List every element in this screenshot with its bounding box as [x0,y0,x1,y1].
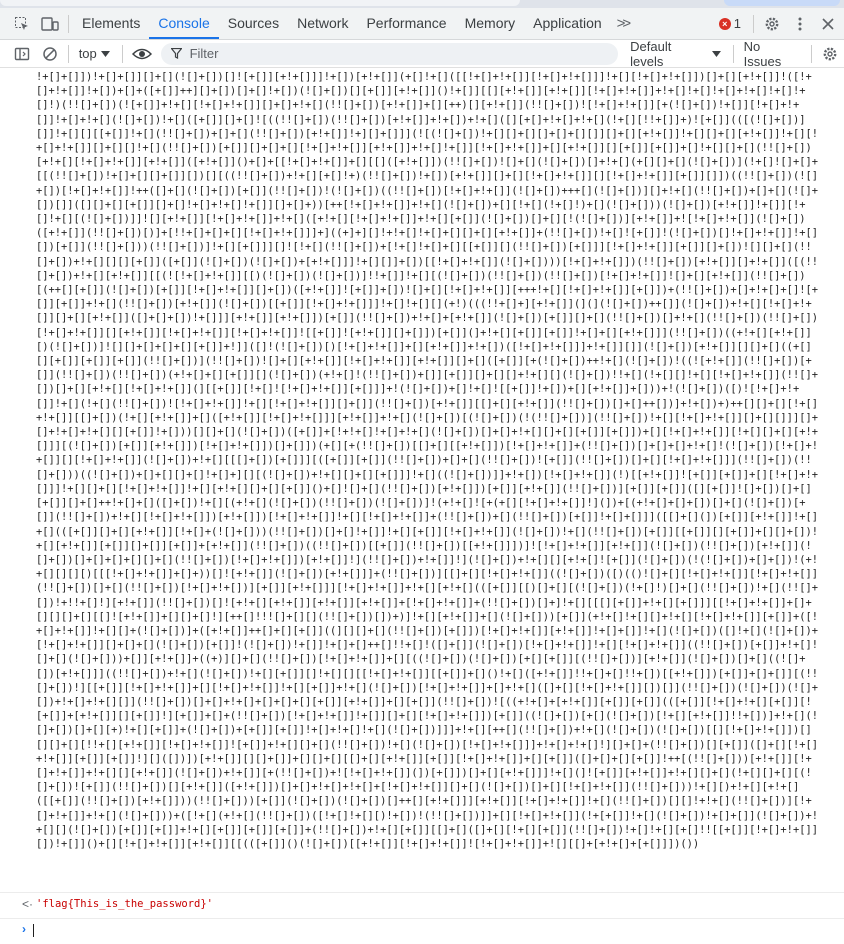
tab-memory[interactable]: Memory [464,15,516,31]
error-counter[interactable] [711,16,749,31]
settings-icon[interactable] [758,10,786,38]
devtools-tab-bar [0,8,844,40]
browser-accent-pill [724,0,840,6]
filter-field[interactable] [161,43,619,65]
obfuscated-code-input: !+[]+[]])!+[]+[]][]+[](![]+[])[]![+[]][+!+[]]]!+[])[+!+[]](+[]!+[]([[!+[]+!+[]][!+[]+!+[]]]!+[][!+[]+!+[]])[]+[][+!+[]]!([!+[]+!+[]]!+[])+[]+([+[]]++][]+[])[]+[]!+[])(![]+[])[][+[]][+!+[]]()!+[]][[][+!+[]][+!+[]][!+[]+!+[]]+!+[]!+[]!+[]+!+[]!+[]!+[]!)(!![]+[])(![+[]]+!+[][!+[]+!+[]][]+[]+!+[](!![]+[])[+!+[]]+[][++)[][+!+[]](!![]+[])![!+[]+!+[]][+(![]+[])!+[]][!+[]+!+[]]!+[]+!+[](![]+[])!+[]([+[]][]+[]![((!![]+[])(!![]+[])[+!+[]]+!+[])+!+[]([][+[]+!+[]+!+[](!+[][!!+[]]+)![+[]](([(![]+[])][]]!+[][][[+[]]!+[](!![]+[])+[]+[](!![]+[])[+!+[]]!+][]+[]]](![(![]+[])!+[][]+[][]+[]+[][]][]+[][+!+[]]!+[][]+[][+!+[]]!+[][!+[]+!+[]][]+[][]!+[](!![]+[])[+[]][]+[]+[][!+[]+!+[]][+!+[]]+!+[]!+[]][!+[]+!+[]]+[][+!+[]][][+[]][+[]]+[]!+[][]+[](!![]+[])[+!+[][!+[]+!+[]][+!+[]]([+!+[]]()+[]+[[!+[]+!+[]]+[][[]([+!+[]])(!![]+[])![]+[](![]+[])[]+!+[](+[][]+[](![]+[])](!+[]![]+[]+[[(!![]+[])!+[]+[][]+[]][])[][((!![]+[])+!+[][+[]!+)(!![]+[])!+[])[+!+[]][]+[][!+[]+!+[]][][!+[]+!+[]][+[]][]])((!![]+[])(![]+[])[!+[]+!+[]]!++([]+[](![]+[])[+[]](!![]+[])!(![]+[])((!![]+[])[!+[]+!+[]](![]+[])+++[](![]+[])][]+!+[](!![]+[])+[]+[](![]+[])[]]([][]+[][+[]][]+[]!+[]+!+[]!+[]][]+[]+))[++[!+[]+!+[]]+!+[](![]+[])+[][!+[](!+[]!)+[](![]+[]))(![]+[])[+!+[]]!+[]][!+[]!+[][(![]+[])]]![][+!+[]][!+[]+!+[]]+!+[]([+!+[][!+[]+!+[]]+!+[][+[]](![]+[])[]+[][!(![]+[])][+!+[]]+![!+[]+!+[]](![]+[])([+!+[]](!![]+[])[)]+[!!+[]+[]+[][!+[]+!+[]]]+]((+]+][]!+!+[]!+[]+[][]+[][+!+[]]+(!![]+[])!+[]![+[]]!(![]+[])[]!+[]+!+[]]!+[][])[+[]](!![]+[]))(!![]+[])]!+[][+[]]][]![!+[](!![]+[])+[!+[]!+[]+[][[+[]][](!![]+[])[+[]]][!+[]+!+[]][+[]][]+[])![][]+[](!![]+[])+!+[][][][+[]]([+[]](![]+[])(![]+[])+[+!+[]]]!+[][]]+[])[[!+[]+!+[]](![]+[])))[!+[]+!+[]])(!![]+[])[+!+[]][]+!+[]]([(!![]+[])+!+[][+!+[]][[(![!+[]+!+[]][[)(![]+[])(![]+[])]!!+[]]!+[][(![]+[])(!![]+[])(!![]+[])[!+[]+!+[]]![]+[][+!+[]](!![]+[])[(++[][+[]](![]+[])[+[]][!+[]+!+[]][]+[])([+!+[]]![+[]]+[])![]+[][!+[]+!+[]][+++!+[][!+[]+!+[]][+[]])+(!![]+[])+[]+!+[]+[]![+[]][+[]]+!+[](!![]+[])[+!+[]](![]+[])[[+[]][!+[]+!+[]]]!+[]!+[][](+!)(((!!+[]+][+!+[]](](](![]+[])++[]](![]+[])+!+[][!+[]+!+[]][]+[][+!+[]]([]+[]+[])!+[]]][+!+[]][+!+[]])[+[]](!![]+[])+!+[]+[+!+[]](![]+[])[+[]][]+[](!![]+[])[]+!+[](!![]+[])(!![]+[])[!+[]+!+[]][][+!+[]][!+[]+!+[]][!+[]+!+[]]![[+[]]![+!+[]][]+[]])[+[]](]+!+[][+[]][+[]]!+[]+[][+!+[]]](!![]+[])((+!+[][+!+[]][)(![]+[])]![][]+[]+[]+[][+[]]+!]]([]!(![]+[])[)[!+[]+!+[]]+[][+!+[]]+!+[])([!+[]+!+[]]]+!+[]][]](![]+[])[+!+[]][][]+[]((+[][][+[]][+[]][+[]](!![]+[])](!![]+[])![]+[][+!+[]][!+[]+!+[]][+!+[]][]+[]([+[]][+(![]+[])++!+[](![]+[])!((![+!+[]](!![]+[])[+[]](!![]+[])(!![]+[])(+!+[]+[][+[]][](![]+[])(+!+[]!(!![]+[])+[]][+[]][]+[][]+!+[][](![]+[])!!+[](!+[][]!+[][!+[]+!+[]](!![]+[])[]+[][+!+[][!+[]+!+[]](][[+[]][!+[]![!+[]+!+[]][+[]]]+!(![]+[])+[]!+[]![[+[]]!+[])+[][+!+[]]+[]))+!(![]+[])([)![!+[]+!+[]]!+[](!+[](!![]+[])![!+[]+!+[]]!+[][!+[]+!+[]][]+[]](!![]+[])[+!+[]][[]+[][+!+[]](!![]+[])[]+[]++[])]+!+[])+)++[][]+[][!+[]+!+[]][[]+[])(!+[][+!+[]]+[]([+!+[]][!+[]+!+[]]][+!+[]]+!+[](![]+[])[(![]+[])(!(!![]+[])](!![]+[])!+[][!+[]+!+[]][]+[][]]][]+[]+!+[]+!+[][][+[]]!+[]))[][]+[](![]+[])([+[]]+[!+!+[]!+[]+!+[](![]+[])[]+[]+!+[][]+[][+[]][+[]])+[][!+[]+!+[]][!+[][]+[][+!+[]]][(![]+[])[+[]][+!+[]])[!+[]+!+[]])[]+[]])(+[][+(!![]+[])[[]+[][[+!+[]])[!+[]+!+[]]+(!![]+[])[]+[]+[]+!+[]!(![]+[])[!+[]+!+[]][][!+[]+!+[]](![]+[])+!+[][[[]+[])[+[]]][([+[]][+[]](!![]+[])+[]+[](!![]+[])![+[]](!![]+[])[]+[][!+[]+!+[]]](!![]+[])(!![]+[]))((![]+[])+[]+[][]+[]!+[]+][][(![]+[])+!+[][]+[][+[]]]!+[]((![]+[])]]+!+[])[!+[]+!+[]](!)[[+!+[]]![+[]][+[]]+[][!+[]+!+[]]]!+[][]+[][!+[]+!+[]]!+[][+!+[][]+[][+[]]()+[]![]+[](!![]+[])[+!+[]])[+[]][+!+[]](!![]+[])][+[]][+[]]([][+[]]![]+[])[]+[][+[]][]+[]++!+[]+[]([]+[])!+[][(+!+[](![]+[])(!![]+[])(![]+[])]!(+!+[]![+(+[][!+[]+!+[]]!](])+[(+!+[]+[]+[])[]+[](![]+[])[+[]](!![]+[])+!+[][!+[]+!+[]])[+!+[]])[!+[]+!+[]]!+[][!+[]+!+[]]+(!![]+[])+[](!![]+[])[+[]]!+[]+[]]]([[]+[](])[+[]][+!+[]]!+[]+[](([+[]][]+[][+!+[]][!+[]+(![]+[]))(!![]+[])[]+[]!+[]]!+[][+[]][!+[]+!+[]](![]+[])!+[](!![]+[])[+[]][[+[]][][+[]]+[][]+[])!+[][+!+[]][+[]][]+[]][+[]]+[+!+[]](!![]+[])((!![]+[])[[+[]](!![]+[])[[+!+[]]])]![!+[]+!+[]][+!+[]](![]+[])(!![]+[])[+!+[]](![]+[])[]+[]+[]+[][]+[](!![]+[])[!+[]+!+[]])[+!+[]]!](!![]+[])+!+[]]!](![]+[])+!+[][][+!+[]![+[]](![]+[])(!(![]+[])+[]+[])!(+!+[][][][)[[[!+[]+!+[]]+[]+))[]![+!+[]](![]+[])[+!+[]]]+(!![]+[])][[]+[][!+[]+!+[]]((![]+[])([)(()![]+[][!+[]+!+[]][!+[]+!+[]](!![]+[])[]+[](!![]+[])[!+[]+!+[])][+[]][+!+[]]][!+[]+!+[]]+!+[][+!+[](([+[]][[)[]+[][(![]+[])(!+[]!)[]+[](!![]+[])!+[](!![]+[])!+!!+[]!][+!+[]](!![]+[])[]![+!+[][+!+[]][+!+[]][+!+[]]+[!+[]+!+[]]+(!![]+[])[]+]!+[][[[][+[]]+!+[][+[]]][[!+[]+!+[]]+[]+[][][]+[][[]![+!+[]]+[][]+[]!][++[]!!![]+[][](!![]+[])[])+)]!+[][+!+[]]+[](![]+[]))[+[]](+!+[]!+[][]+!+[][!+[]+!+[]][+[]]+([!+[]+!+[]]!+[][]+(![]+[])]+([+!+[]]++[]+[][+[]]((][][]+[](!![]+[])[+[]])[!+[]+!+[]][+!+[]]!+[]+[]]!+[](![]+[])([]!+[](![]+[])+[!+[]+!+[]][]+[]+[](![]+[])[+[]]!(![]+[])!+[]]!+[]+[]++[]!!+[]!([]+[]](![]+[])[!+[]+!+[]]!+[][!+[]+!+[]]((!![]+[])[+[]]+!+[]![]+[](![]+[]))+[]][+!+[]]+((+)][]+[](!![]+[])[!+[]+!+[]]+[][((![]+[])(![]+[])[+[][+[]][(!![]+[])][+!+[]](![]+[])[]+[]((![]+[])[+!+[]]]((!![]+[])+!+[](![]+[])!+[][+[]][]!+[][][[!+[]+!+[]][[+[]]+[]()!+[]([+!+[]]!!+[]+[]!!+[])[[+!+[]])[+[]]+[]+[]][(!![]+[])!][[+[]][!+[]+!+[]]+[][!+[]+!+[]]!+[][+[]]+!+[](![]+[])[!+[]+!+[]]+[]+!+[]([]+[][!+[]+!+[]][])[]](!![]+[])(![]+[])(![]+[])+!+[]+!+[][]](!![]+[])[]+[]+!+[]+[]+[]+[][+[]][+!+[]]+[][+[]](!![]+[])![((+!+[]+[+!+[]][+[]][+[]](([+[]][!+[]+!+[][+[]][![+[]]+[+!+[]][][+[]]!][+[]]+[]+(!![]+[])[!+[]+!+[]]!+[]][]+[][!+[]+!+[]])[+[]]((![]+[])[+[](![]+[])[!+[][+!+[]]!!+[])]+!+[](![]+[])[]+[][+)!+[][+[]]+(![]+[])+[+[]][+[]]!+[]+!+[]!+[](![]+[])]]]+!+[][++[](!![]+[])+!+[](![]+[])(![]+[])[[][!+[]+!+[]])[][][]+[][!!+[][+!+[]][!+[]+!+[]]![+[]]+!+[][]+[](!![]+[])!+[](![]+[])[!+[]+!+[]]]+!+[]+!+[]!][]+[]+(!![]+[])[][+[]]([]+[][!+[]+!+[]][+[]][+[]]!][]([])])[+!+[]][][]+[]]+[][]+[][[]+[][+!+[]][+[]][!+[]+!+[]]+[][+[]]([]+[]+[][+[]]!++[(!![]+[]))[+!+[]][!+[]+!+[]]+!+[][][+!+[]](![]+[])+!+[]][+(!![]+[])+![!+[]+!+[]](])[+[]])[]+[][+!+[]]]!+[](]![+[]][+!+[]]+!+[][]+[](!+[][]+[][(![]+[])![+[]](!![]+[])[][+!+[]]([+!+[]])[]+[]+!+[]+!+[]+[!+[]+!+[]][]+[](![]+[])[]+[][!+[]+!+[]](!![]+[]))!+[][)+!+[][+!+[]([[+[]](!![]+[])[+!+[]]))(!![]+[]))[+[]](![]+[])(![]+[])[]++[][+!+[]]][+!+[]][!+[]+!+[]]!+[](!![]+[])[][]!+!+[](!![]+[])][!+[]+!+[]]+!+[](![]+[]))+([!+[](+!+[](!![]+[])([!+[]!+[][)!+[])!(!![]+[])]]+[][!+[]+!+[]](!+[+[]]!+[](![]+[])!+[]+[]](![]+[])+!+[][](![]+[])[+[]][+[]]+!+[][+[]][+[]][+[]]+(!![]+[])+!+[][+[]][[]+[]([]+[][!+[][+[]](!![]+[])!+[]!+[][+[]!![[+[]][!+[]+!+[]][])!+[]]()+[][!+[]+!+[]][+!+[]][[(([+[]]()(![]+[])[[+!+[]][!+[]+!+[]]![!+[]+!+[]]+![][[]+[+!+[]+[+[]]])()) [36,71,818,850]
toolbar-divider [122,45,123,63]
filter-icon [171,48,182,59]
context-selector[interactable] [73,46,118,61]
result-string-value[interactable]: 'flag{This_is_the_password}' [36,898,214,910]
tab-network[interactable]: Network [297,15,349,31]
context-label: top [78,46,97,61]
console-settings-icon[interactable] [816,40,844,68]
dropdown-icon [712,51,721,57]
tab-elements[interactable]: Elements [82,15,141,31]
tab-application[interactable]: Application [533,15,602,31]
console-prompt[interactable] [0,920,844,942]
toolbar-divider [811,45,812,63]
browser-top-strip [0,0,844,8]
toolbar-divider [733,45,734,63]
issues-button[interactable]: No Issues [743,38,782,69]
kebab-menu-icon[interactable] [786,10,814,38]
result-arrow-icon: <· [22,897,34,911]
tab-performance[interactable]: Performance [366,15,447,31]
device-toolbar-icon[interactable] [36,10,64,38]
toolbar-divider [753,15,754,33]
close-icon[interactable] [814,10,842,38]
log-levels-label: Default levels [630,38,672,69]
console-result-row [0,894,844,916]
toolbar-divider [68,15,69,33]
message-divider [0,892,844,893]
console-output [0,68,844,944]
tab-sources[interactable]: Sources [227,15,280,31]
more-tabs-icon[interactable]: >> [616,15,629,32]
message-divider [0,918,844,919]
prompt-chevron-icon: › [22,922,26,936]
console-toolbar [0,40,844,68]
tab-console[interactable]: Console [149,8,218,39]
filter-input[interactable] [188,45,572,62]
toolbar-divider [68,45,69,63]
log-levels-dropdown[interactable] [618,39,729,69]
inspect-icon[interactable] [8,10,36,38]
browser-tab-strip [0,0,520,6]
text-caret [33,924,34,937]
eye-icon[interactable] [127,40,157,68]
error-icon: × [719,18,731,30]
sidebar-icon[interactable] [8,40,36,68]
error-count: 1 [733,16,741,31]
clear-console-icon[interactable] [36,40,64,68]
dropdown-icon [101,51,110,57]
